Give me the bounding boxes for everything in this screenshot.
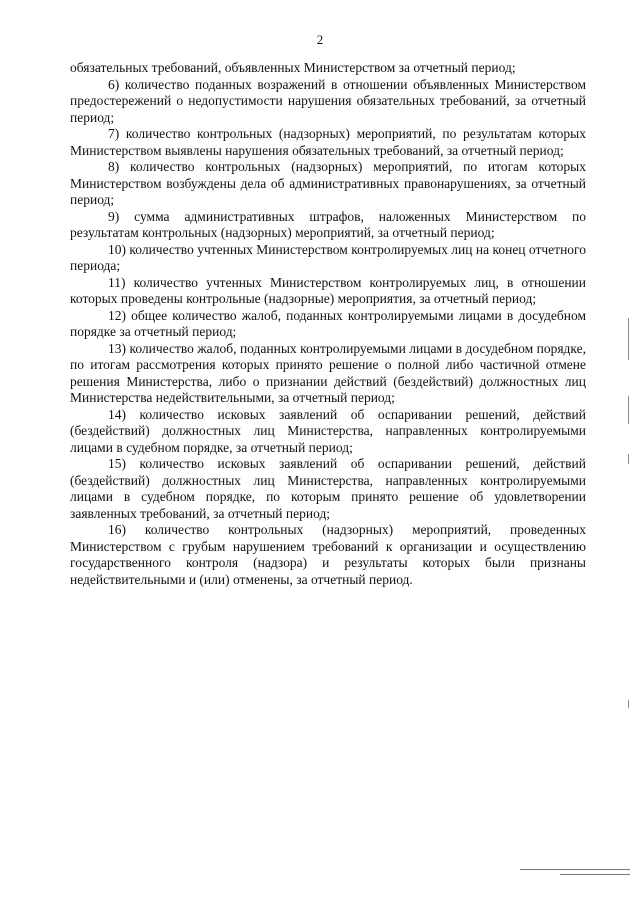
list-item-9: 9) сумма административных штрафов, наложенных Министерством по результатам контрольных (надзорных) мероприятий, за отчетный период; [70, 208, 586, 240]
scan-margin-mark [628, 700, 629, 708]
list-item-15: 15) количество исковых заявлений об оспаривании решений, действий (бездействий) должностных лиц Министерства, направленных контролируемыми лицами в судебном порядке, по которым принято решение об удовлетворении заявленных требований, за отчетный период; [70, 456, 586, 521]
scan-margin-mark [628, 454, 629, 464]
list-item-7: 7) количество контрольных (надзорных) мероприятий, по результатам которых Министерством выявлены нарушения обязательных требований, за отчетный период; [70, 126, 586, 158]
footer-rule [520, 869, 630, 870]
list-item-12: 12) общее количество жалоб, поданных контролируемыми лицами в досудебном порядке за отчетный период; [70, 307, 586, 339]
list-item-13: 13) количество жалоб, поданных контролируемыми лицами в досудебном порядке, по итогам рассмотрения которых принято решение о полной либо частичной отмене решения Министерства, либо о признании действий (бездействий) должностных лиц Министерства недействительными, за отчетный период; [70, 340, 586, 405]
scan-margin-mark [628, 396, 629, 424]
list-item-11: 11) количество учтенных Министерством контролируемых лиц, в отношении которых проведены контрольные (надзорные) мероприятия, за отчетный период; [70, 274, 586, 306]
list-item-8: 8) количество контрольных (надзорных) мероприятий, по итогам которых Министерством возбуждены дела об административных правонарушениях, за отчетный период; [70, 159, 586, 207]
footer-rule [560, 874, 630, 875]
list-item-14: 14) количество исковых заявлений об оспаривании решений, действий (бездействий) должностных лиц Министерства, направленных контролируемыми лицами в судебном порядке, за отчетный период; [70, 406, 586, 455]
scan-margin-mark [628, 318, 629, 360]
page-number: 2 [316, 32, 324, 47]
list-item-16: 16) количество контрольных (надзорных) мероприятий, проведенных Министерством с грубым нарушением требований к организации и осуществлению государственного контроля (надзора) и результаты которых были признаны недействительными и (или) отменены, за отчетный период. [70, 522, 586, 587]
paragraph-continuation: обязательных требований, объявленных Министерством за отчетный период; [70, 60, 516, 75]
list-item-10: 10) количество учтенных Министерством контролируемых лиц на конец отчетного периода; [70, 241, 586, 273]
list-item-6: 6) количество поданных возражений в отношении объявленных Министерством предостережений о недопустимости нарушения обязательных требований, за отчетный период; [70, 76, 586, 125]
document-body [70, 60, 586, 588]
